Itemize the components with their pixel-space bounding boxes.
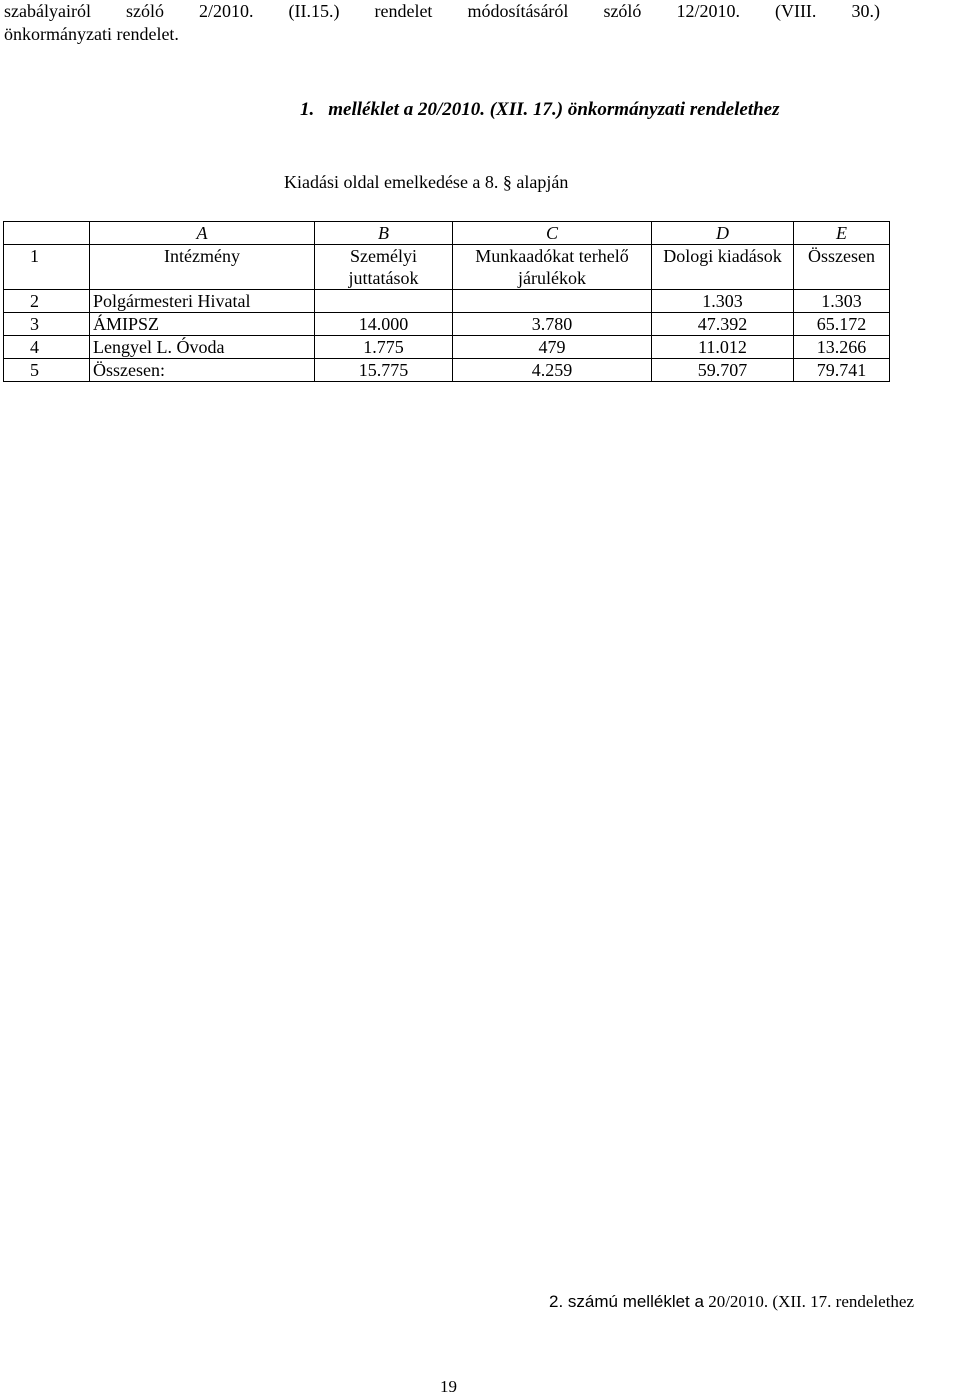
intro-word: szóló bbox=[603, 1, 642, 21]
row-number: 1 bbox=[4, 245, 90, 290]
row-number: 4 bbox=[4, 336, 90, 359]
column-letter-a: A bbox=[90, 222, 315, 245]
intro-word: szabályairól bbox=[4, 1, 91, 21]
institution-name: ÁMIPSZ bbox=[90, 313, 315, 336]
annex-number: 1. bbox=[300, 99, 315, 120]
contributions-value bbox=[453, 290, 652, 313]
row-number: 5 bbox=[4, 359, 90, 382]
table-row bbox=[4, 313, 890, 336]
intro-line-2: önkormányzati rendelet. bbox=[4, 24, 179, 44]
row-number: 3 bbox=[4, 313, 90, 336]
material-value: 11.012 bbox=[652, 336, 794, 359]
total-value: 13.266 bbox=[794, 336, 890, 359]
intro-line-1 bbox=[4, 0, 880, 23]
header-total: Összesen bbox=[794, 245, 890, 290]
total-value: 79.741 bbox=[794, 359, 890, 382]
budget-table bbox=[3, 221, 890, 382]
institution-name: Polgármesteri Hivatal bbox=[90, 290, 315, 313]
empty-cell bbox=[4, 222, 90, 245]
annex-title-text: melléklet a 20/2010. (XII. 17.) önkormányzati rendelethez bbox=[328, 99, 780, 120]
header-institution: Intézmény bbox=[90, 245, 315, 290]
annex-title bbox=[300, 99, 780, 121]
column-letter-d: D bbox=[652, 222, 794, 245]
header-employer-contributions: Munkaadókat terhelő járulékok bbox=[453, 245, 652, 290]
intro-word: (II.15.) bbox=[288, 1, 340, 21]
footer-annex-note-part1: 2. számú melléklet a bbox=[549, 1292, 704, 1311]
material-value: 59.707 bbox=[652, 359, 794, 382]
intro-word: szóló bbox=[125, 1, 164, 21]
header-row bbox=[4, 245, 890, 290]
contributions-value: 4.259 bbox=[453, 359, 652, 382]
footer-annex-note-part2: 20/2010. (XII. 17. rendelethez bbox=[708, 1292, 915, 1311]
intro-word: rendelet bbox=[374, 1, 433, 21]
footer-annex-note bbox=[549, 1292, 914, 1312]
contributions-value: 479 bbox=[453, 336, 652, 359]
header-material-expenses: Dologi kiadások bbox=[652, 245, 794, 290]
intro-word: (VIII. bbox=[774, 1, 817, 21]
total-value: 65.172 bbox=[794, 313, 890, 336]
total-value: 1.303 bbox=[794, 290, 890, 313]
page-number: 19 bbox=[440, 1377, 457, 1396]
material-value: 1.303 bbox=[652, 290, 794, 313]
personnel-value: 15.775 bbox=[315, 359, 453, 382]
personnel-value: 1.775 bbox=[315, 336, 453, 359]
personnel-value: 14.000 bbox=[315, 313, 453, 336]
personnel-value bbox=[315, 290, 453, 313]
intro-word: 12/2010. bbox=[676, 1, 740, 21]
table-row bbox=[4, 290, 890, 313]
row-number: 2 bbox=[4, 290, 90, 313]
contributions-value: 3.780 bbox=[453, 313, 652, 336]
column-letter-e: E bbox=[794, 222, 890, 245]
material-value: 47.392 bbox=[652, 313, 794, 336]
column-letter-c: C bbox=[453, 222, 652, 245]
column-letter-row bbox=[4, 222, 890, 245]
column-letter-b: B bbox=[315, 222, 453, 245]
table-subtitle: Kiadási oldal emelkedése a 8. § alapján bbox=[284, 172, 569, 192]
intro-word: 30.) bbox=[851, 1, 880, 21]
institution-name: Lengyel L. Óvoda bbox=[90, 336, 315, 359]
intro-word: módosításáról bbox=[467, 1, 569, 21]
table-row bbox=[4, 359, 890, 382]
intro-text bbox=[4, 0, 880, 46]
table-row bbox=[4, 336, 890, 359]
header-personnel: Személyi juttatások bbox=[315, 245, 453, 290]
intro-word: 2/2010. bbox=[198, 1, 254, 21]
institution-name: Összesen: bbox=[90, 359, 315, 382]
